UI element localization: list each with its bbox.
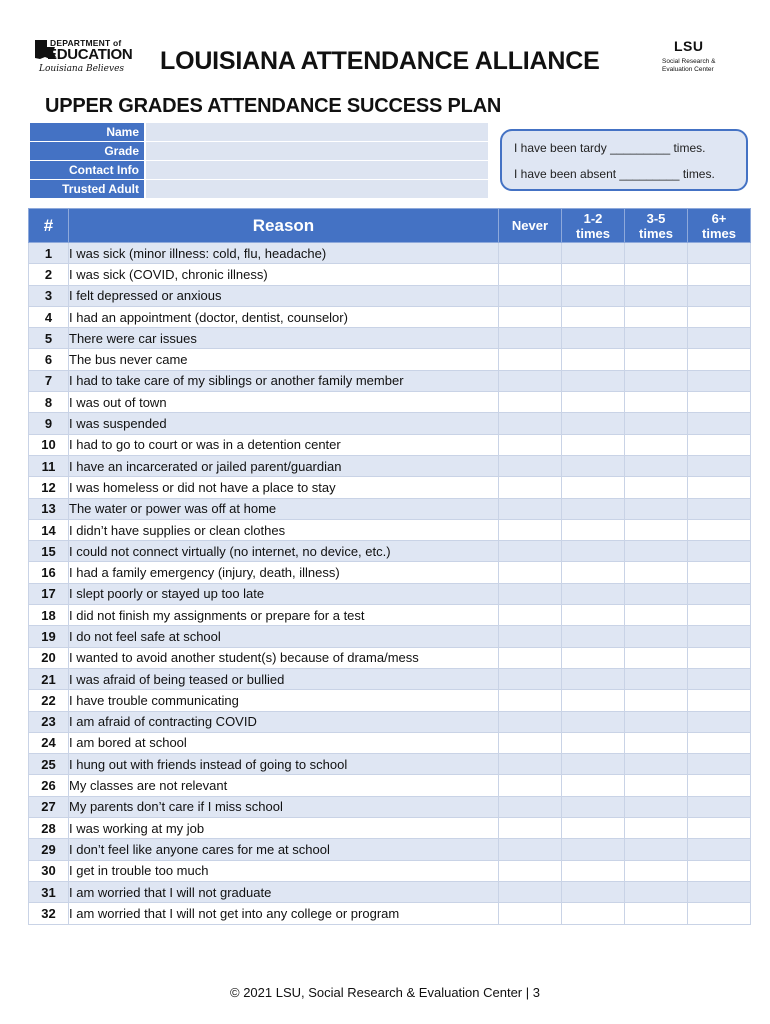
- cell-3-5-times[interactable]: [625, 818, 688, 839]
- cell-never[interactable]: [499, 562, 562, 583]
- cell-6-plus-times[interactable]: [688, 455, 751, 476]
- row-number: 15: [29, 541, 69, 562]
- cell-1-2-times[interactable]: [562, 562, 625, 583]
- logo-line-2: EDUCATION: [47, 46, 133, 63]
- row-number: 3: [29, 285, 69, 306]
- table-row: [29, 668, 751, 689]
- cell-1-2-times[interactable]: [562, 711, 625, 732]
- cell-6-plus-times[interactable]: [688, 392, 751, 413]
- cell-1-2-times[interactable]: [562, 264, 625, 285]
- row-reason: I was homeless or did not have a place to stay: [69, 477, 499, 498]
- cell-3-5-times[interactable]: [625, 775, 688, 796]
- row-number: 6: [29, 349, 69, 370]
- cell-1-2-times[interactable]: [562, 775, 625, 796]
- row-reason: I was suspended: [69, 413, 499, 434]
- cell-6-plus-times[interactable]: [688, 583, 751, 604]
- cell-1-2-times[interactable]: [562, 626, 625, 647]
- header-1-2-times: [562, 209, 625, 243]
- cell-never[interactable]: [499, 243, 562, 264]
- cell-6-plus-times[interactable]: [688, 243, 751, 264]
- table-row: [29, 583, 751, 604]
- cell-never[interactable]: [499, 711, 562, 732]
- cell-1-2-times[interactable]: [562, 668, 625, 689]
- cell-3-5-times[interactable]: [625, 583, 688, 604]
- cell-1-2-times[interactable]: [562, 370, 625, 391]
- cell-1-2-times[interactable]: [562, 392, 625, 413]
- row-reason: I wanted to avoid another student(s) because of drama/mess: [69, 647, 499, 668]
- row-reason: I have an incarcerated or jailed parent/guardian: [69, 455, 499, 476]
- cell-1-2-times[interactable]: [562, 754, 625, 775]
- row-number: 25: [29, 754, 69, 775]
- cell-1-2-times[interactable]: [562, 349, 625, 370]
- cell-6-plus-times[interactable]: [688, 434, 751, 455]
- cell-1-2-times[interactable]: [562, 690, 625, 711]
- cell-3-5-times[interactable]: [625, 285, 688, 306]
- header-6-plus-label: 6+: [711, 210, 727, 226]
- cell-3-5-times[interactable]: [625, 626, 688, 647]
- cell-3-5-times[interactable]: [625, 264, 688, 285]
- info-row-contact: [30, 161, 488, 179]
- cell-3-5-times[interactable]: [625, 392, 688, 413]
- cell-3-5-times[interactable]: [625, 498, 688, 519]
- name-field[interactable]: [146, 123, 488, 141]
- row-reason: I was working at my job: [69, 818, 499, 839]
- table-row: [29, 690, 751, 711]
- cell-6-plus-times[interactable]: [688, 626, 751, 647]
- row-number: 18: [29, 605, 69, 626]
- table-row: [29, 285, 751, 306]
- cell-6-plus-times[interactable]: [688, 775, 751, 796]
- row-number: 26: [29, 775, 69, 796]
- trusted-adult-label: Trusted Adult: [30, 180, 144, 198]
- page-title: LOUISIANA ATTENDANCE ALLIANCE: [160, 47, 600, 75]
- cell-never[interactable]: [499, 775, 562, 796]
- form-subtitle: UPPER GRADES ATTENDANCE SUCCESS PLAN: [45, 95, 502, 117]
- header-number: #: [29, 209, 69, 243]
- row-number: 32: [29, 903, 69, 924]
- table-row: [29, 818, 751, 839]
- cell-3-5-times[interactable]: [625, 413, 688, 434]
- row-number: 27: [29, 796, 69, 817]
- row-number: 7: [29, 370, 69, 391]
- row-number: 12: [29, 477, 69, 498]
- row-reason: I do not feel safe at school: [69, 626, 499, 647]
- row-number: 1: [29, 243, 69, 264]
- row-number: 8: [29, 392, 69, 413]
- table-row: [29, 264, 751, 285]
- row-reason: I am worried that I will not get into any college or program: [69, 903, 499, 924]
- cell-never[interactable]: [499, 690, 562, 711]
- grade-label: Grade: [30, 142, 144, 160]
- row-reason: I was sick (COVID, chronic illness): [69, 264, 499, 285]
- table-row: [29, 306, 751, 327]
- row-number: 23: [29, 711, 69, 732]
- table-row: [29, 562, 751, 583]
- cell-never[interactable]: [499, 605, 562, 626]
- cell-6-plus-times[interactable]: [688, 349, 751, 370]
- cell-1-2-times[interactable]: [562, 839, 625, 860]
- row-reason: I am bored at school: [69, 732, 499, 753]
- row-number: 20: [29, 647, 69, 668]
- cell-never[interactable]: [499, 754, 562, 775]
- table-row: [29, 434, 751, 455]
- table-row: [29, 392, 751, 413]
- row-number: 5: [29, 328, 69, 349]
- table-row: [29, 860, 751, 881]
- cell-never[interactable]: [499, 668, 562, 689]
- cell-1-2-times[interactable]: [562, 647, 625, 668]
- table-row: [29, 647, 751, 668]
- cell-never[interactable]: [499, 264, 562, 285]
- cell-never[interactable]: [499, 647, 562, 668]
- cell-never[interactable]: [499, 626, 562, 647]
- cell-3-5-times[interactable]: [625, 477, 688, 498]
- cell-1-2-times[interactable]: [562, 605, 625, 626]
- row-reason: I get in trouble too much: [69, 860, 499, 881]
- cell-6-plus-times[interactable]: [688, 264, 751, 285]
- row-reason: I was out of town: [69, 392, 499, 413]
- cell-1-2-times[interactable]: [562, 306, 625, 327]
- header-3-5-times-label: times: [639, 225, 673, 241]
- table-row: [29, 498, 751, 519]
- row-reason: I hung out with friends instead of going to school: [69, 754, 499, 775]
- row-number: 9: [29, 413, 69, 434]
- cell-never[interactable]: [499, 583, 562, 604]
- cell-never[interactable]: [499, 370, 562, 391]
- cell-6-plus-times[interactable]: [688, 370, 751, 391]
- cell-never[interactable]: [499, 881, 562, 902]
- cell-1-2-times[interactable]: [562, 860, 625, 881]
- cell-3-5-times[interactable]: [625, 519, 688, 540]
- lsu-logo: [660, 38, 750, 78]
- cell-3-5-times[interactable]: [625, 839, 688, 860]
- row-reason: I was afraid of being teased or bullied: [69, 668, 499, 689]
- cell-never[interactable]: [499, 839, 562, 860]
- table-row: [29, 243, 751, 264]
- lsu-logo-mark: LSU: [674, 38, 704, 54]
- row-number: 24: [29, 732, 69, 753]
- table-row: [29, 328, 751, 349]
- header-1-2-times-label: times: [576, 225, 610, 241]
- cell-6-plus-times[interactable]: [688, 562, 751, 583]
- cell-3-5-times[interactable]: [625, 306, 688, 327]
- row-reason: I am worried that I will not graduate: [69, 881, 499, 902]
- student-info-section: [30, 123, 488, 199]
- cell-1-2-times[interactable]: [562, 285, 625, 306]
- table-row: [29, 754, 751, 775]
- cell-never[interactable]: [499, 541, 562, 562]
- row-number: 16: [29, 562, 69, 583]
- cell-never[interactable]: [499, 285, 562, 306]
- table-row: [29, 775, 751, 796]
- row-number: 14: [29, 519, 69, 540]
- cell-never[interactable]: [499, 306, 562, 327]
- header-3-5-label: 3-5: [646, 210, 666, 226]
- trusted-adult-field[interactable]: [146, 180, 488, 198]
- cell-never[interactable]: [499, 498, 562, 519]
- cell-6-plus-times[interactable]: [688, 647, 751, 668]
- cell-6-plus-times[interactable]: [688, 306, 751, 327]
- row-reason: I am afraid of contracting COVID: [69, 711, 499, 732]
- info-row-trusted-adult: [30, 180, 488, 198]
- header-3-5-times: [625, 209, 688, 243]
- cell-6-plus-times[interactable]: [688, 711, 751, 732]
- tardy-count-text[interactable]: I have been tardy _________ times.: [514, 141, 706, 155]
- table-row: [29, 903, 751, 924]
- row-number: 2: [29, 264, 69, 285]
- page-footer: © 2021 LSU, Social Research & Evaluation Center | 3: [230, 985, 540, 1000]
- cell-3-5-times[interactable]: [625, 562, 688, 583]
- row-number: 4: [29, 306, 69, 327]
- cell-never[interactable]: [499, 349, 562, 370]
- row-number: 19: [29, 626, 69, 647]
- row-number: 28: [29, 818, 69, 839]
- department-of-education-logo: [33, 38, 133, 76]
- cell-6-plus-times[interactable]: [688, 860, 751, 881]
- cell-3-5-times[interactable]: [625, 903, 688, 924]
- cell-3-5-times[interactable]: [625, 860, 688, 881]
- row-reason: I don’t feel like anyone cares for me at school: [69, 839, 499, 860]
- row-reason: I had to take care of my siblings or another family member: [69, 370, 499, 391]
- cell-3-5-times[interactable]: [625, 434, 688, 455]
- info-row-grade: [30, 142, 488, 160]
- cell-never[interactable]: [499, 392, 562, 413]
- cell-never[interactable]: [499, 818, 562, 839]
- row-reason: I had to go to court or was in a detention center: [69, 434, 499, 455]
- table-header-row: [29, 209, 751, 243]
- lsu-logo-line-1: Social Research &: [662, 58, 716, 65]
- contact-info-label: Contact Info: [30, 161, 144, 179]
- table-row: [29, 541, 751, 562]
- cell-3-5-times[interactable]: [625, 349, 688, 370]
- cell-never[interactable]: [499, 328, 562, 349]
- info-row-name: [30, 123, 488, 141]
- cell-1-2-times[interactable]: [562, 732, 625, 753]
- cell-3-5-times[interactable]: [625, 732, 688, 753]
- header-1-2-label: 1-2: [583, 210, 603, 226]
- cell-6-plus-times[interactable]: [688, 732, 751, 753]
- cell-1-2-times[interactable]: [562, 818, 625, 839]
- row-number: 13: [29, 498, 69, 519]
- cell-6-plus-times[interactable]: [688, 328, 751, 349]
- tardy-absent-box: [500, 129, 748, 191]
- table-row: [29, 796, 751, 817]
- cell-1-2-times[interactable]: [562, 243, 625, 264]
- cell-6-plus-times[interactable]: [688, 839, 751, 860]
- cell-6-plus-times[interactable]: [688, 477, 751, 498]
- reasons-table: [28, 208, 751, 925]
- row-number: 11: [29, 455, 69, 476]
- cell-1-2-times[interactable]: [562, 434, 625, 455]
- absent-count-text[interactable]: I have been absent _________ times.: [514, 167, 715, 181]
- row-reason: I had an appointment (doctor, dentist, counselor): [69, 306, 499, 327]
- cell-3-5-times[interactable]: [625, 796, 688, 817]
- cell-1-2-times[interactable]: [562, 413, 625, 434]
- cell-1-2-times[interactable]: [562, 796, 625, 817]
- row-number: 29: [29, 839, 69, 860]
- table-row: [29, 349, 751, 370]
- cell-6-plus-times[interactable]: [688, 519, 751, 540]
- cell-6-plus-times[interactable]: [688, 413, 751, 434]
- cell-3-5-times[interactable]: [625, 455, 688, 476]
- cell-6-plus-times[interactable]: [688, 754, 751, 775]
- cell-6-plus-times[interactable]: [688, 605, 751, 626]
- cell-1-2-times[interactable]: [562, 498, 625, 519]
- cell-1-2-times[interactable]: [562, 583, 625, 604]
- row-reason: I slept poorly or stayed up too late: [69, 583, 499, 604]
- cell-3-5-times[interactable]: [625, 370, 688, 391]
- cell-6-plus-times[interactable]: [688, 690, 751, 711]
- row-reason: My parents don’t care if I miss school: [69, 796, 499, 817]
- row-number: 21: [29, 668, 69, 689]
- cell-never[interactable]: [499, 903, 562, 924]
- row-reason: I have trouble communicating: [69, 690, 499, 711]
- cell-never[interactable]: [499, 477, 562, 498]
- row-reason: There were car issues: [69, 328, 499, 349]
- cell-1-2-times[interactable]: [562, 903, 625, 924]
- cell-6-plus-times[interactable]: [688, 796, 751, 817]
- name-label: Name: [30, 123, 144, 141]
- row-number: 30: [29, 860, 69, 881]
- cell-1-2-times[interactable]: [562, 477, 625, 498]
- cell-1-2-times[interactable]: [562, 541, 625, 562]
- table-row: [29, 839, 751, 860]
- cell-never[interactable]: [499, 455, 562, 476]
- cell-3-5-times[interactable]: [625, 711, 688, 732]
- grade-field[interactable]: [146, 142, 488, 160]
- header-6-plus-times: [688, 209, 751, 243]
- header-6-plus-times-label: times: [702, 225, 736, 241]
- row-reason: I did not finish my assignments or prepare for a test: [69, 605, 499, 626]
- row-reason: The water or power was off at home: [69, 498, 499, 519]
- cell-never[interactable]: [499, 434, 562, 455]
- logo-line-1: DEPARTMENT of: [50, 38, 122, 48]
- cell-1-2-times[interactable]: [562, 881, 625, 902]
- cell-never[interactable]: [499, 732, 562, 753]
- table-row: [29, 711, 751, 732]
- cell-1-2-times[interactable]: [562, 519, 625, 540]
- header-never: Never: [499, 209, 562, 243]
- row-reason: The bus never came: [69, 349, 499, 370]
- row-reason: I didn’t have supplies or clean clothes: [69, 519, 499, 540]
- table-row: [29, 413, 751, 434]
- cell-never[interactable]: [499, 796, 562, 817]
- row-reason: I could not connect virtually (no internet, no device, etc.): [69, 541, 499, 562]
- table-row: [29, 626, 751, 647]
- cell-3-5-times[interactable]: [625, 243, 688, 264]
- row-reason: I had a family emergency (injury, death, illness): [69, 562, 499, 583]
- table-row: [29, 519, 751, 540]
- cell-3-5-times[interactable]: [625, 668, 688, 689]
- row-number: 31: [29, 881, 69, 902]
- table-row: [29, 370, 751, 391]
- table-row: [29, 732, 751, 753]
- logo-tagline: Louisiana Believes: [39, 64, 125, 74]
- cell-1-2-times[interactable]: [562, 455, 625, 476]
- cell-6-plus-times[interactable]: [688, 903, 751, 924]
- cell-never[interactable]: [499, 860, 562, 881]
- row-reason: I was sick (minor illness: cold, flu, headache): [69, 243, 499, 264]
- cell-never[interactable]: [499, 519, 562, 540]
- cell-never[interactable]: [499, 413, 562, 434]
- row-number: 17: [29, 583, 69, 604]
- cell-6-plus-times[interactable]: [688, 818, 751, 839]
- cell-3-5-times[interactable]: [625, 690, 688, 711]
- cell-3-5-times[interactable]: [625, 541, 688, 562]
- cell-3-5-times[interactable]: [625, 881, 688, 902]
- cell-6-plus-times[interactable]: [688, 285, 751, 306]
- table-row: [29, 455, 751, 476]
- cell-3-5-times[interactable]: [625, 647, 688, 668]
- row-number: 22: [29, 690, 69, 711]
- cell-6-plus-times[interactable]: [688, 541, 751, 562]
- table-row: [29, 881, 751, 902]
- lsu-logo-line-2: Evaluation Center: [662, 66, 714, 73]
- table-row: [29, 477, 751, 498]
- table-row: [29, 605, 751, 626]
- row-number: 10: [29, 434, 69, 455]
- cell-1-2-times[interactable]: [562, 328, 625, 349]
- cell-3-5-times[interactable]: [625, 605, 688, 626]
- contact-info-field[interactable]: [146, 161, 488, 179]
- cell-6-plus-times[interactable]: [688, 498, 751, 519]
- header-reason: Reason: [69, 209, 499, 243]
- cell-6-plus-times[interactable]: [688, 881, 751, 902]
- cell-3-5-times[interactable]: [625, 328, 688, 349]
- row-reason: My classes are not relevant: [69, 775, 499, 796]
- row-reason: I felt depressed or anxious: [69, 285, 499, 306]
- cell-3-5-times[interactable]: [625, 754, 688, 775]
- cell-6-plus-times[interactable]: [688, 668, 751, 689]
